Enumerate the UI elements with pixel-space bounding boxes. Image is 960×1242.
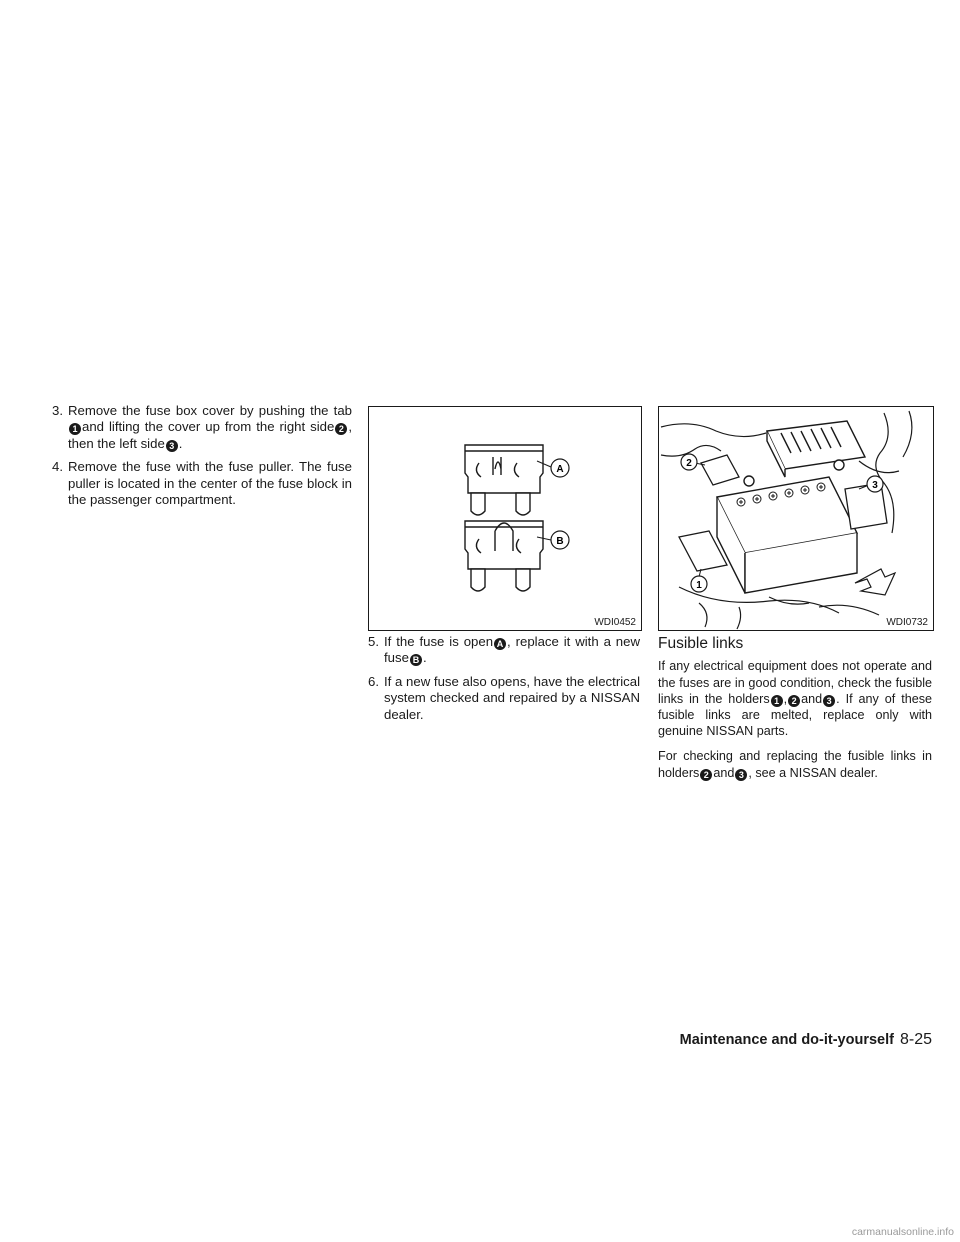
engine-bay-illustration <box>659 407 933 630</box>
label-a: A <box>556 464 564 475</box>
direction-arrow-icon <box>855 569 895 595</box>
figure-fuse-comparison <box>368 406 642 631</box>
callout-3-icon: 3 <box>823 695 835 707</box>
watermark: carmanualsonline.info <box>851 1226 954 1238</box>
label-b: B <box>556 536 564 547</box>
step-6: 6. If a new fuse also opens, have the electrical system checked and repaired by a NISSAN dealer. <box>368 673 640 722</box>
page-footer <box>680 1031 932 1049</box>
callout-3-icon: 3 <box>735 769 747 781</box>
steps-list <box>52 403 352 508</box>
callout-b-icon: B <box>410 654 422 666</box>
page-number: 8-25 <box>899 1031 932 1048</box>
label-1: 1 <box>696 580 702 591</box>
step-number: 6. <box>368 673 379 689</box>
fuse-block <box>767 421 865 477</box>
paragraph-1: If any electrical equipment does not operate and the fuses are in good condition, check the fusible links in the holders 1 , 2 and 3 . If any of these fusible links are melted, replace only with genuine NISSAN parts. <box>658 659 932 739</box>
fuse-illustration <box>369 407 641 630</box>
step-3: 3. Remove the fuse box cover by pushing the tab1 and lifting the cover up from the right side 2 , then the left side 3 . <box>52 403 352 451</box>
figure-code: WDI0732 <box>886 617 928 628</box>
section-title: Maintenance and do-it-yourself <box>679 1032 894 1048</box>
step-5: 5. If the fuse is open A , replace it with a new fuse B . <box>368 634 640 666</box>
callout-2-icon: 2 <box>700 769 712 781</box>
callout-1-icon: 1 <box>771 695 783 707</box>
step-number: 4. <box>52 459 63 475</box>
callout-2-icon: 2 <box>335 423 347 435</box>
section-heading: Fusible links <box>658 635 744 652</box>
callout-a-icon: A <box>494 638 506 650</box>
figure-fusible-links <box>658 406 934 631</box>
step-number: 3. <box>52 403 63 418</box>
instructions-column-2 <box>368 634 640 730</box>
fusible-links-section <box>658 634 932 790</box>
callout-3-icon: 3 <box>166 440 178 452</box>
step-4: 4. Remove the fuse with the fuse puller. The fuse puller is located in the center of the fuse block in the passenger compartment. <box>52 459 352 508</box>
step-number: 5. <box>368 634 379 649</box>
blown-fuse <box>465 445 543 515</box>
battery <box>717 460 857 593</box>
label-3: 3 <box>872 480 878 491</box>
steps-list <box>368 634 640 723</box>
callout-1-icon: 1 <box>69 423 81 435</box>
instructions-column-1 <box>52 403 352 515</box>
label-2: 2 <box>686 458 692 469</box>
paragraph-2: For checking and replacing the fusible links in holders 2 and 3 , see a NISSAN dealer. <box>658 749 932 780</box>
figure-code: WDI0452 <box>594 617 636 628</box>
new-fuse <box>465 521 543 591</box>
callout-2-icon: 2 <box>788 695 800 707</box>
